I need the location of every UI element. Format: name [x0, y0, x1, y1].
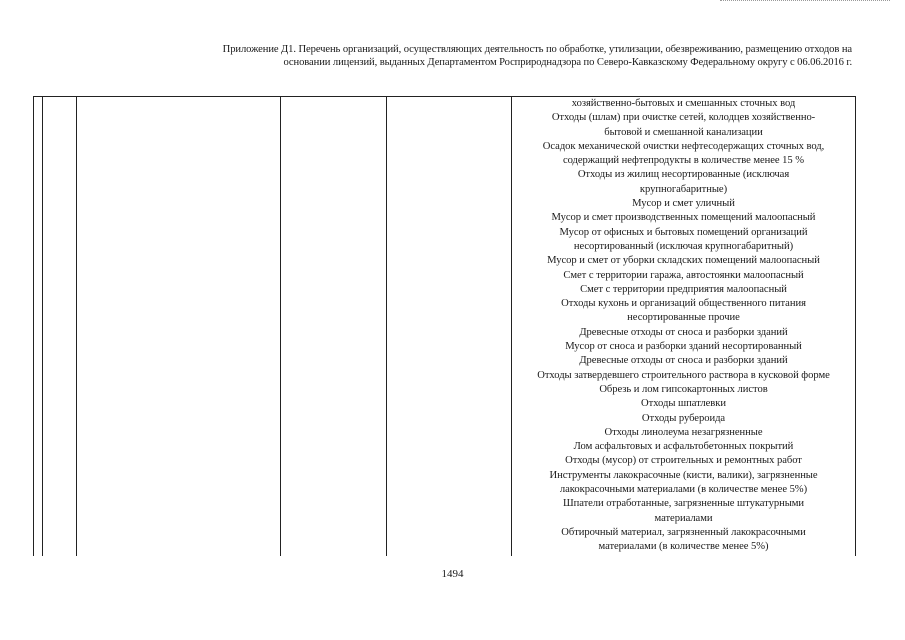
- waste-type-line: Отходы затвердевшего строительного раствора в кусковой форме: [537, 369, 830, 381]
- waste-type-line: Мусор от сноса и разборки зданий несортированный: [565, 341, 802, 353]
- waste-type-line: Смет с территории гаража, автостоянки малоопасный: [563, 269, 804, 281]
- waste-type-line: хозяйственно-бытовых и смешанных сточных вод: [571, 98, 796, 109]
- waste-type-line: крупногабаритные): [639, 183, 728, 195]
- waste-type-line: бытовой и смешанной канализации: [604, 126, 763, 138]
- table-column-divider: [76, 97, 77, 556]
- waste-type-line: Отходы линолеума незагрязненные: [604, 426, 763, 438]
- waste-type-line: содержащий нефтепродукты в количестве менее 15 %: [562, 155, 805, 167]
- heading-line-2: основании лицензий, выданных Департаментом Росприроднадзора по Северо-Кавказскому Федеральному округу с 06.06.2016 г.: [283, 57, 852, 68]
- waste-type-line: Мусор и смет от уборки складских помещений малоопасный: [547, 255, 820, 267]
- waste-type-line: Инструменты лакокрасочные (кисти, валики), загрязненные: [549, 469, 818, 481]
- waste-type-line: Лом асфальтовых и асфальтобетонных покрытий: [573, 441, 794, 453]
- waste-type-line: Отходы из жилищ несортированные (исключая: [577, 169, 790, 181]
- page-number: 1494: [441, 568, 464, 580]
- waste-type-line: Древесные отходы от сноса и разборки зданий: [579, 355, 788, 367]
- document-heading: [96, 43, 852, 69]
- heading-line-1: Приложение Д1. Перечень организаций, осуществляющих деятельность по обработке, утилизации, обезвреживанию, размещению отходов на: [222, 44, 852, 55]
- waste-type-line: Осадок механической очистки нефтесодержащих сточных вод,: [542, 140, 825, 152]
- waste-type-line: Мусор и смет производственных помещений малоопасный: [551, 212, 816, 224]
- waste-type-line: несортированные прочие: [627, 312, 740, 324]
- table-column-divider: [280, 97, 281, 556]
- organizations-table: [33, 96, 856, 556]
- waste-type-line: Отходы рубероида: [641, 412, 726, 424]
- waste-type-line: Отходы (шлам) при очистке сетей, колодцев хозяйственно-: [551, 112, 816, 124]
- waste-type-line: материалами (в количестве менее 5%): [598, 541, 769, 553]
- waste-type-line: Древесные отходы от сноса и разборки зданий: [579, 326, 788, 338]
- waste-type-line: Смет с территории предприятия малоопасный: [580, 283, 787, 295]
- waste-type-line: Отходы кухонь и организаций общественного питания: [561, 298, 806, 310]
- table-column-divider: [386, 97, 387, 556]
- scan-edge-artifact: [720, 0, 890, 4]
- waste-type-line: Отходы шпатлевки: [641, 398, 726, 410]
- waste-type-line: Обрезь и лом гипсокартонных листов: [599, 383, 768, 395]
- waste-type-line: Отходы (мусор) от строительных и ремонтных работ: [565, 455, 802, 467]
- waste-type-line: Мусор и смет уличный: [632, 198, 735, 210]
- waste-types-list: [512, 97, 855, 555]
- waste-type-line: Шпатели отработанные, загрязненные штукатурными: [562, 498, 805, 510]
- waste-type-line: Обтирочный материал, загрязненный лакокрасочными: [561, 526, 806, 538]
- waste-type-line: несортированный (исключая крупногабаритный): [573, 240, 794, 252]
- waste-types-cell: [512, 97, 855, 557]
- waste-type-line: Мусор от офисных и бытовых помещений организаций: [559, 226, 808, 238]
- waste-type-line: лакокрасочными материалами (в количестве менее 5%): [559, 484, 808, 496]
- table-column-divider: [42, 97, 43, 556]
- waste-type-line: материалами: [654, 512, 713, 524]
